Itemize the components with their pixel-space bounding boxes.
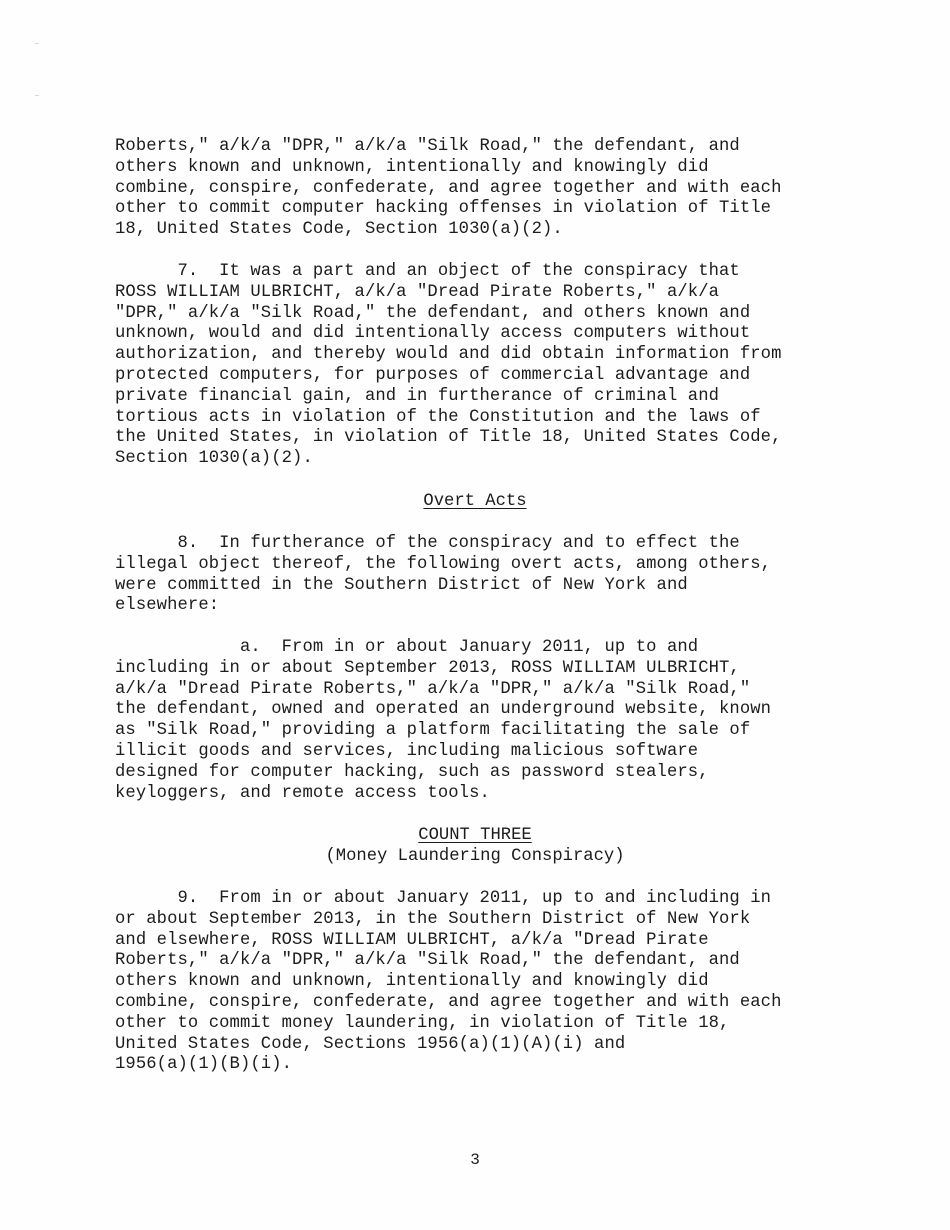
text-line: 9. From in or about January 2011, up to and including in — [115, 889, 772, 908]
text-line: other to commit money laundering, in violation of Title 18, — [115, 1013, 730, 1033]
text-line: including in or about September 2013, ROSS WILLIAM ULBRICHT, — [115, 658, 740, 678]
text-line: combine, conspire, confederate, and agree together and with each — [115, 992, 782, 1012]
paragraph-8a — [115, 638, 835, 804]
text-line: a/k/a "Dread Pirate Roberts," a/k/a "DPR," a/k/a "Silk Road," — [115, 679, 751, 699]
count-three-heading: COUNT THREE — [418, 826, 532, 845]
text-line: were committed in the Southern District of New York and — [115, 575, 688, 595]
text-line: the defendant, owned and operated an underground website, known — [115, 700, 772, 720]
text-line: 7. It was a part and an object of the conspiracy that — [115, 262, 740, 281]
text-line: United States Code, Sections 1956(a)(1)(A)(i) and — [115, 1034, 626, 1054]
paragraph-6-continued — [115, 137, 835, 241]
paragraph-7 — [115, 262, 835, 470]
text-line: a. From in or about January 2011, up to and — [115, 638, 699, 657]
text-line: tortious acts in violation of the Constitution and the laws of — [115, 407, 761, 427]
text-line: combine, conspire, confederate, and agree together and with each — [115, 178, 782, 198]
text-line: keyloggers, and remote access tools. — [115, 783, 490, 803]
text-line: Section 1030(a)(2). — [115, 449, 313, 469]
text-line: as "Silk Road," providing a platform facilitating the sale of — [115, 721, 751, 741]
text-line: elsewhere: — [115, 596, 220, 616]
text-line: 1956(a)(1)(B)(i). — [115, 1055, 293, 1075]
text-line: Roberts," a/k/a "DPR," a/k/a "Silk Road," the defendant, and — [115, 951, 740, 971]
overt-acts-heading: Overt Acts — [423, 492, 527, 511]
text-line: others known and unknown, intentionally and knowingly did — [115, 157, 709, 177]
text-line: protected computers, for purposes of commercial advantage and — [115, 365, 751, 385]
text-line: designed for computer hacking, such as password stealers, — [115, 762, 709, 782]
text-line: private financial gain, and in furtherance of criminal and — [115, 386, 720, 406]
text-line: "DPR," a/k/a "Silk Road," the defendant, and others known and — [115, 303, 751, 323]
text-line: authorization, and thereby would and did obtain information from — [115, 345, 782, 365]
text-line: illicit goods and services, including malicious software — [115, 741, 699, 761]
count-three-subheading: (Money Laundering Conspiracy) — [325, 847, 625, 866]
scan-mark-left-mid — [35, 95, 39, 96]
text-line: illegal object thereof, the following overt acts, among others, — [115, 554, 772, 574]
scan-mark-left-top — [35, 43, 39, 44]
paragraph-8 — [115, 534, 835, 617]
text-line: or about September 2013, in the Southern District of New York — [115, 909, 751, 929]
text-line: 18, United States Code, Section 1030(a)(2). — [115, 220, 563, 240]
text-line: 8. In furtherance of the conspiracy and to effect the — [115, 534, 740, 553]
text-line: ROSS WILLIAM ULBRICHT, a/k/a "Dread Pirate Roberts," a/k/a — [115, 282, 720, 302]
text-line: unknown, would and did intentionally access computers without — [115, 324, 751, 344]
page-number: 3 — [470, 1151, 480, 1169]
text-line: Roberts," a/k/a "DPR," a/k/a "Silk Road," the defendant, and — [115, 137, 740, 156]
text-line: other to commit computer hacking offenses in violation of Title — [115, 199, 772, 219]
text-line: and elsewhere, ROSS WILLIAM ULBRICHT, a/k/a "Dread Pirate — [115, 930, 709, 950]
text-line: the United States, in violation of Title 18, United States Code, — [115, 428, 782, 448]
paragraph-9 — [115, 889, 835, 1076]
text-line: others known and unknown, intentionally and knowingly did — [115, 972, 709, 992]
